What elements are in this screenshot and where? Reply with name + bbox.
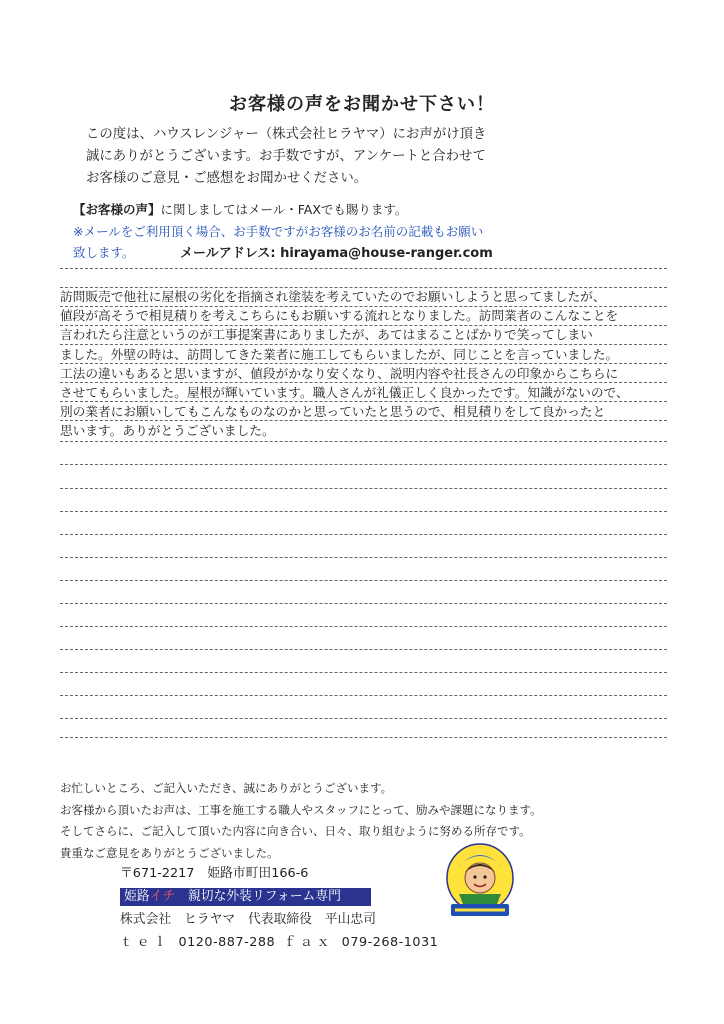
comment-line: 値段が高そうで相見積りを考えこちらにもお願いする流れとなりました。訪問業者のこんなことを — [60, 308, 619, 324]
tagline-band — [120, 888, 371, 906]
comment-line: させてもらいました。屋根が輝いています。職人さんが礼儀正しく良かったです。知識がないので、 — [60, 385, 629, 401]
ruled-line — [60, 534, 667, 535]
contact-note — [73, 200, 407, 218]
comment-line: 別の業者にお願いしてもこんなものなのかと思っていたと思うので、相見積りをして良かったと — [60, 404, 606, 420]
fax-number: 079-268-1031 — [341, 935, 439, 950]
ruled-line — [60, 580, 667, 581]
note-text: に関しましてはメール・FAXでも賜ります。 — [160, 202, 408, 217]
tagline-accent: イチ — [149, 889, 176, 904]
tagline-text: 親切な外装リフォーム専門 — [175, 889, 341, 904]
footer-line: お客様から頂いたお声は、工事を施工する職人やスタッフにとって、励みや課題になります。 — [60, 802, 542, 817]
ruled-line — [60, 649, 667, 650]
note-bracket: 【お客様の声】 — [73, 202, 161, 217]
email-address: メールアドレス: hirayama@house-ranger.com — [180, 246, 493, 261]
tel-label: ｔｅｌ — [120, 935, 171, 950]
comment-line: ました。外壁の時は、訪問してきた業者に施工してもらいましたが、同じことを言っていました。 — [60, 346, 619, 362]
comment-line: 言われたら注意というのが工事提案書にありましたが、あてはまることばかりで笑ってしまい — [60, 327, 593, 343]
ruled-line — [60, 626, 667, 627]
ruled-line — [60, 695, 667, 696]
company-tagline — [120, 885, 438, 908]
ruled-line — [60, 441, 667, 442]
email-note-line: ※メールをご利用頂く場合、お手数ですがお客様のお名前の記載もお願い — [73, 224, 484, 239]
intro-line: お客様のご意見・ご感想をお聞かせください。 — [86, 171, 368, 186]
intro-text — [86, 124, 486, 190]
footer-line: 貴重なご意見をありがとうございました。 — [60, 845, 279, 860]
company-phone — [120, 931, 438, 954]
tel-number: 0120-887-288 — [178, 935, 276, 950]
ruled-line — [60, 718, 667, 719]
mascot-logo-icon — [445, 842, 515, 922]
email-note-line: 致します。 — [73, 245, 135, 260]
ruled-line — [60, 737, 667, 738]
intro-line: 誠にありがとうございます。お手数ですが、アンケートと合わせて — [86, 149, 486, 164]
tagline-city: 姫路 — [124, 889, 150, 904]
customer-comment — [60, 287, 629, 441]
ruled-line — [60, 464, 667, 465]
ruled-line — [60, 511, 667, 512]
comment-line: 工法の違いもあると思いますが、値段がかなり安くなり、説明内容や社長さんの印象からこちらに — [60, 365, 619, 381]
fax-label: ｆａｘ — [283, 935, 334, 950]
company-name: 株式会社 ヒラヤマ 代表取締役 平山忠司 — [120, 912, 376, 927]
footer-line: お忙しいところ、ご記入いただき、誠にありがとうございます。 — [60, 781, 393, 795]
intro-line: この度は、ハウスレンジャー（株式会社ヒラヤマ）にお声がけ頂き — [86, 127, 487, 142]
ruled-line — [60, 268, 667, 269]
ruled-line — [60, 672, 667, 673]
ruled-line — [60, 488, 667, 489]
comment-line: 思います。ありがとうございました。 — [60, 423, 275, 439]
comment-line: 訪問販売で他社に屋根の劣化を指摘され塗装を考えていたのでお願いしようと思ってましたが、 — [60, 289, 606, 304]
company-address: 〒671-2217 姫路市町田166-6 — [120, 866, 309, 881]
company-info — [120, 862, 438, 954]
footer-line: そしてさらに、ご記入して頂いた内容に向き合い、日々、取り組むように努める所存です。 — [60, 824, 531, 838]
page-title: お客様の声をお聞かせ下さい！ — [229, 94, 495, 115]
ruled-line — [60, 557, 667, 558]
ruled-line — [60, 603, 667, 604]
